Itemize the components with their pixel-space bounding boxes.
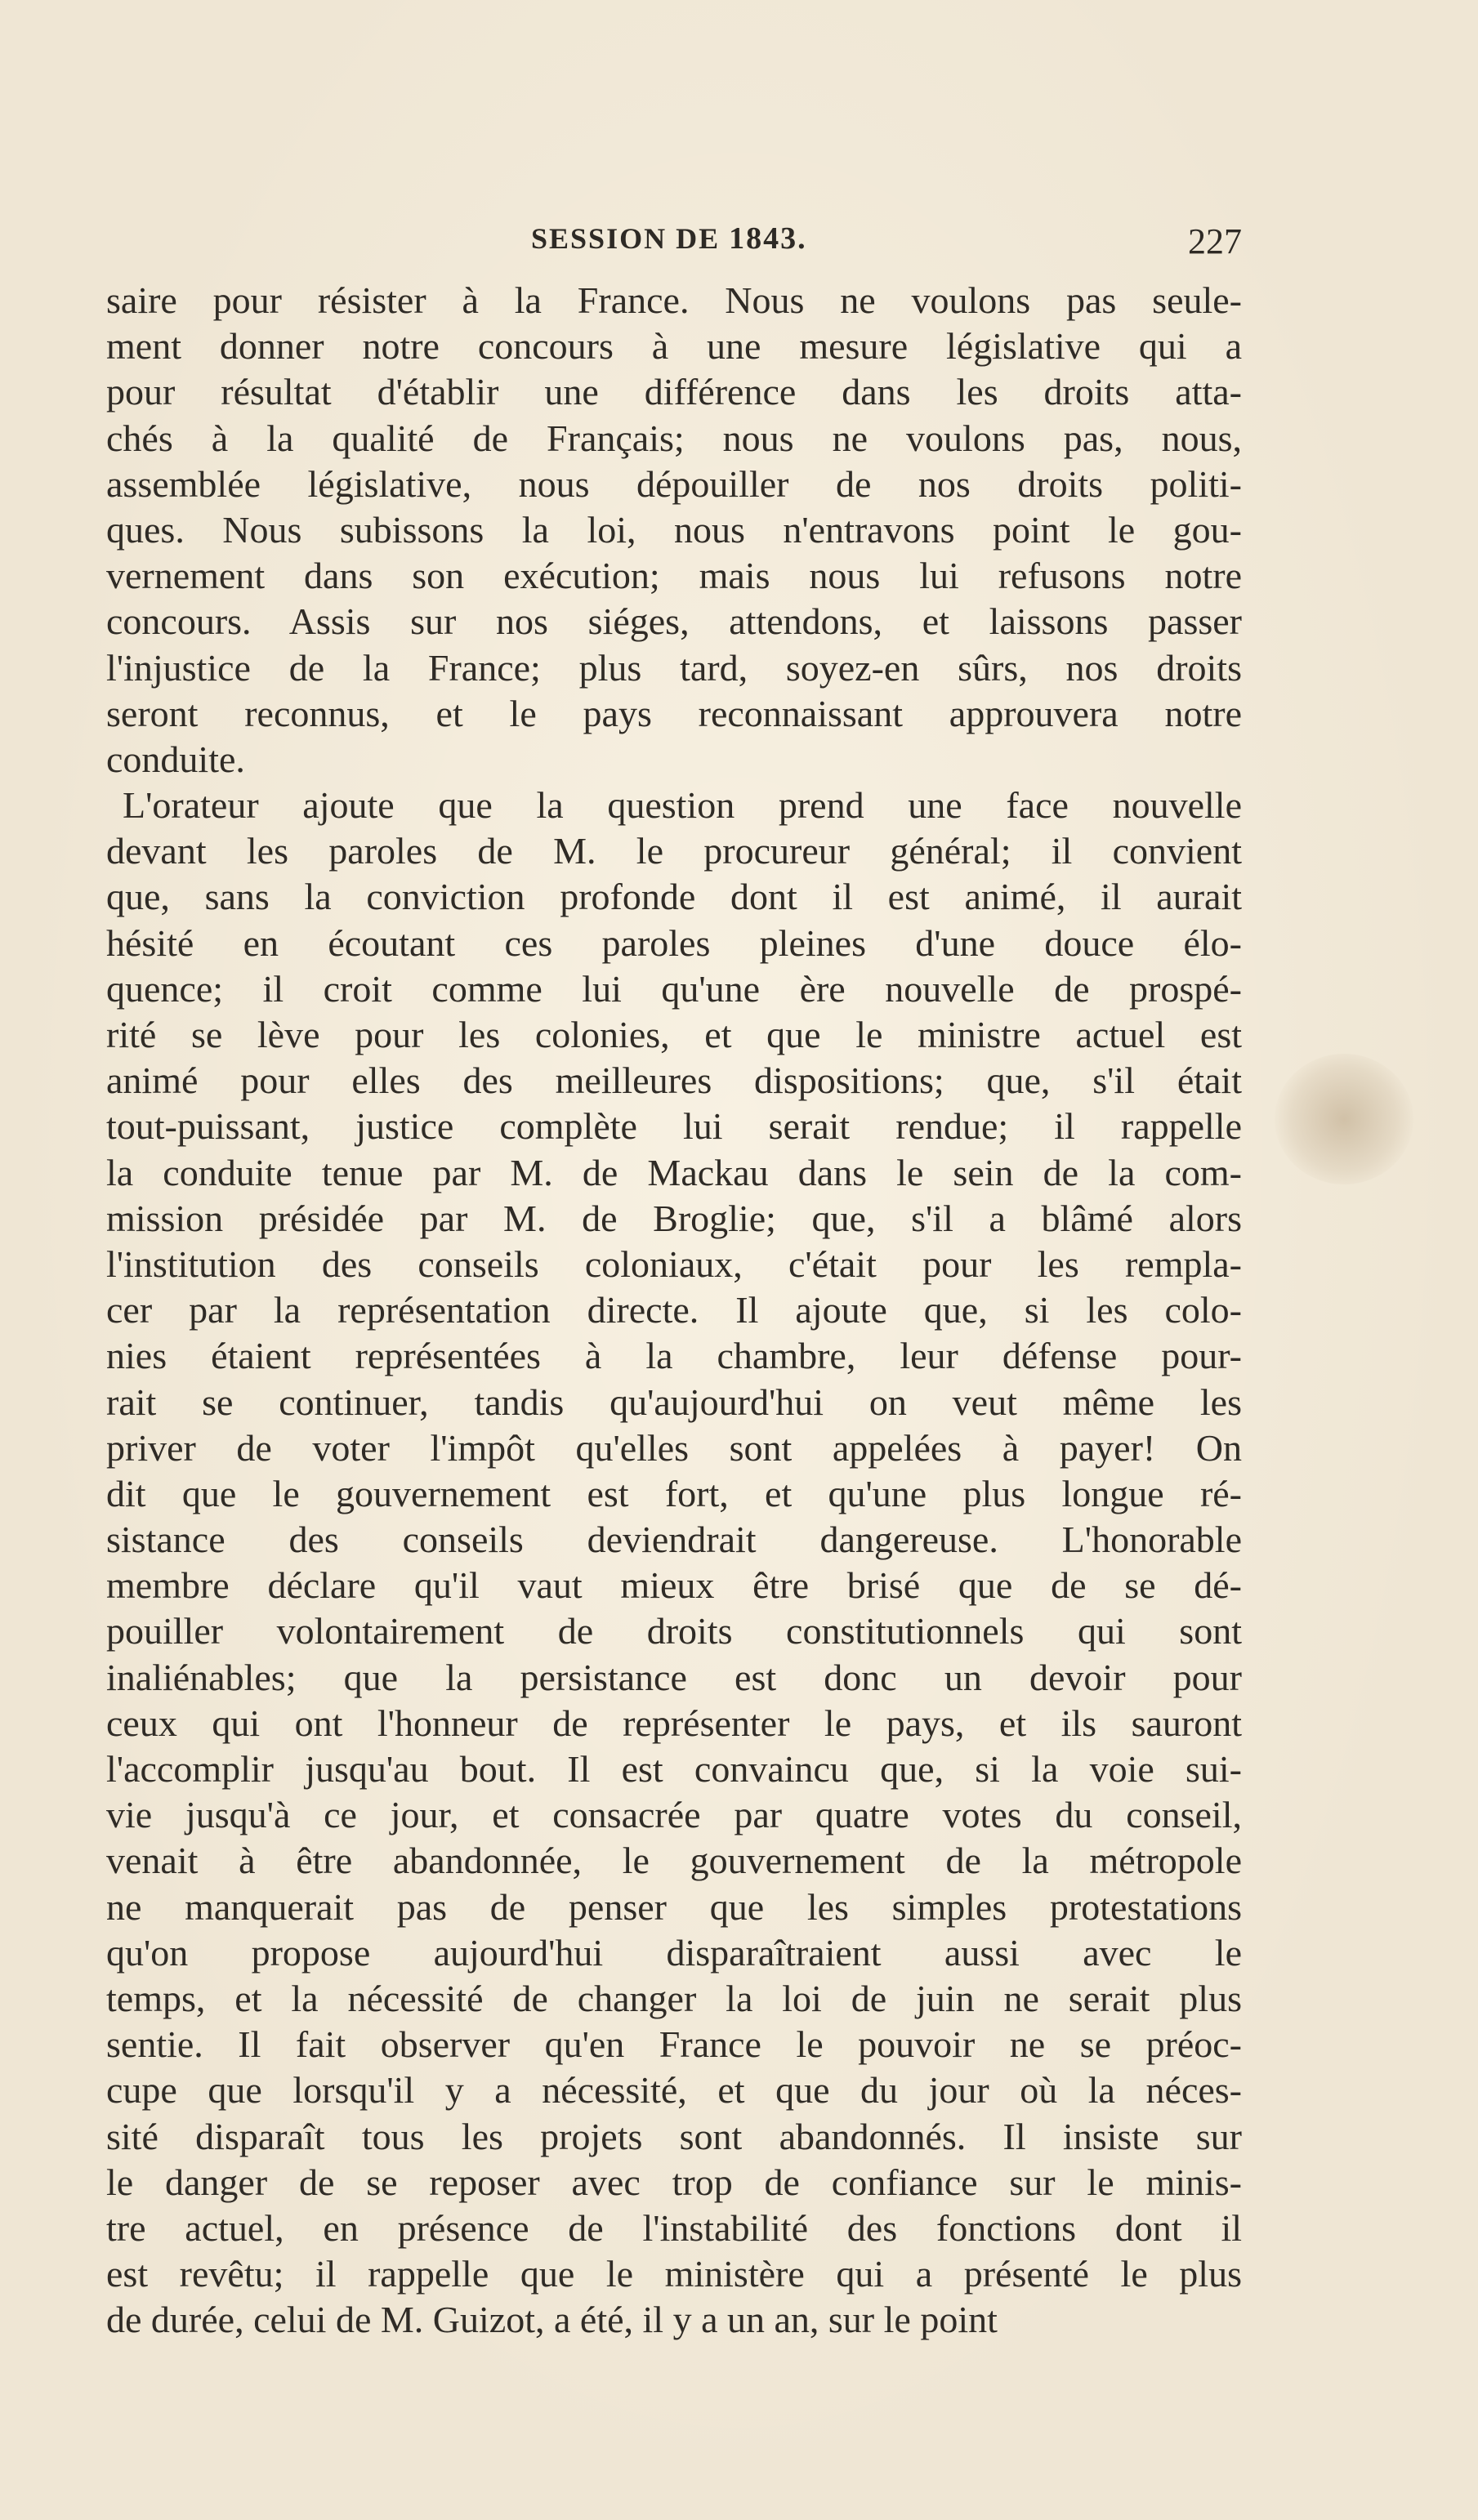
running-head [531,221,807,256]
text-line: temps, et la nécessité de changer la loi de juin ne serait plus [106,1977,1242,2019]
text-line: sistance des conseils deviendrait dangereuse. L'honorable [106,1519,1242,1561]
text-line: conduite. [106,738,245,780]
page-number: 227 [1188,221,1242,261]
text-line: venait à être abandonnée, le gouvernement de la métropole [106,1840,1242,1882]
text-line: inaliénables; que la persistance est donc un devoir pour [106,1656,1242,1698]
running-head-year: 1843. [729,221,807,256]
text-line: sentie. Il fait observer qu'en France le pouvoir ne se préoc- [106,2023,1242,2066]
text-line: tout-puissant, justice complète lui serait rendue; il rappelle [106,1105,1242,1148]
text-line: rait se continuer, tandis qu'aujourd'hui on veut même les [106,1380,1242,1423]
text-line: cupe que lorsqu'il y a nécessité, et que du jour où la néces- [106,2069,1242,2112]
text-line: rité se lève pour les colonies, et que le ministre actuel est [106,1014,1242,1055]
text-line: est revêtu; il rappelle que le ministère qui a présenté le plus [106,2253,1242,2295]
text-line: de durée, celui de M. Guizot, a été, il y a un an, sur le point [106,2299,998,2341]
text-line: le danger de se reposer avec trop de confiance sur le minis- [106,2161,1242,2203]
text-line: seront reconnus, et le pays reconnaissant approuvera notre [106,692,1242,734]
text-line: hésité en écoutant ces paroles pleines d'une douce élo- [106,921,1242,964]
paragraph [106,783,1242,2343]
text-line: L'orateur ajoute que la question prend une face nouvelle [123,784,1242,827]
text-line: nies étaient représentées à la chambre, leur défense pour- [106,1335,1242,1377]
text-line: assemblée législative, nous dépouiller de nos droits politi- [106,462,1242,505]
text-line: concours. Assis sur nos siéges, attendons, et laissons passer [106,600,1242,643]
text-line: sité disparaît tous les projets sont abandonnés. Il insiste sur [106,2115,1242,2157]
paragraph [106,278,1242,783]
text-line: l'institution des conseils coloniaux, c'était pour les rempla- [106,1242,1242,1285]
text-line: chés à la qualité de Français; nous ne voulons pas, nous, [106,417,1242,459]
text-line: cer par la représentation directe. Il ajoute que, si les colo- [106,1289,1242,1331]
body-text [106,278,1242,2343]
text-line: vie jusqu'à ce jour, et consacrée par quatre votes du conseil, [106,1794,1242,1836]
page-header [106,221,1242,270]
text-line: l'injustice de la France; plus tard, soyez-en sûrs, nos droits [106,646,1242,689]
text-line: vernement dans son exécution; mais nous lui refusons notre [106,555,1242,597]
paper-stain [1275,1054,1413,1184]
text-line: ne manquerait pas de penser que les simples protestations [106,1885,1242,1928]
running-head-prefix: SESSION DE [531,222,730,255]
text-line: pouiller volontairement de droits constitutionnels qui sont [106,1610,1242,1652]
text-line: la conduite tenue par M. de Mackau dans le sein de la com- [106,1151,1242,1193]
text-line: animé pour elles des meilleures dispositions; que, s'il était [106,1059,1242,1102]
text-line: dit que le gouvernement est fort, et qu'une plus longue ré- [106,1472,1242,1514]
text-line: ques. Nous subissons la loi, nous n'entravons point le gou- [106,508,1242,551]
text-line: ment donner notre concours à une mesure législative qui a [106,325,1242,368]
text-line: membre déclare qu'il vaut mieux être brisé que de se dé- [106,1564,1242,1607]
text-line: quence; il croit comme lui qu'une ère nouvelle de prospé- [106,967,1242,1010]
text-line: mission présidée par M. de Broglie; que, s'il a blâmé alors [106,1197,1242,1239]
text-line: ceux qui ont l'honneur de représenter le pays, et ils sauront [106,1702,1242,1744]
text-line: saire pour résister à la France. Nous ne voulons pas seule- [106,279,1242,321]
text-line: priver de voter l'impôt qu'elles sont appelées à payer! On [106,1426,1242,1469]
text-line: devant les paroles de M. le procureur général; il convient [106,830,1242,872]
text-line: qu'on propose aujourd'hui disparaîtraient aussi avec le [106,1931,1242,1974]
text-line: l'accomplir jusqu'au bout. Il est convaincu que, si la voie sui- [106,1748,1242,1790]
text-line: pour résultat d'établir une différence dans les droits atta- [106,371,1242,413]
text-line: tre actuel, en présence de l'instabilité des fonctions dont il [106,2206,1242,2249]
text-line: que, sans la conviction profonde dont il est animé, il aurait [106,876,1242,918]
